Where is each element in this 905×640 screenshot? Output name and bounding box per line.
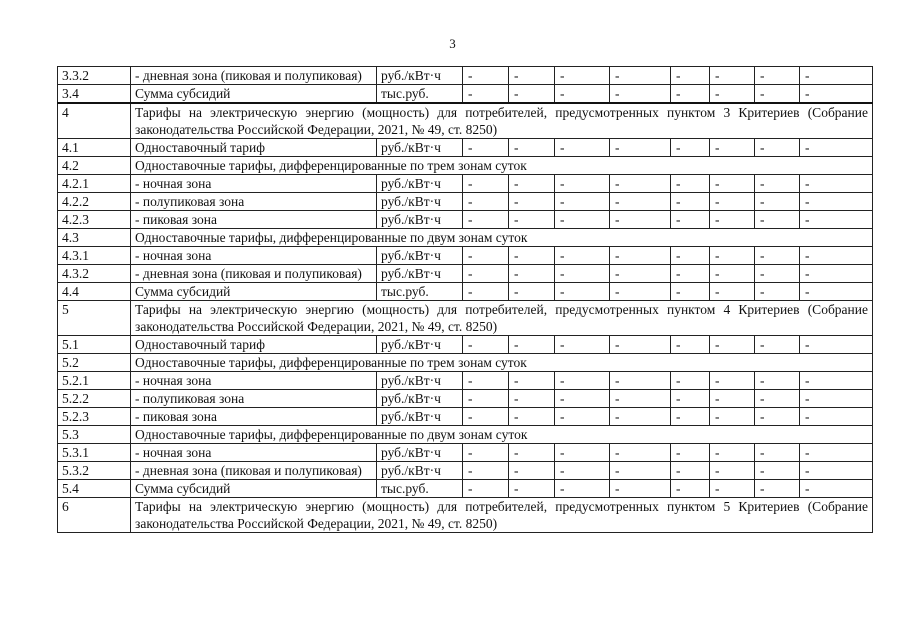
value-cell: - bbox=[555, 444, 610, 462]
row-code: 5.2.1 bbox=[58, 372, 131, 390]
row-name: - дневная зона (пиковая и полупиковая) bbox=[131, 67, 377, 85]
value-cell: - bbox=[610, 390, 671, 408]
group-title: Одноставочные тарифы, дифференцированные по трем зонам суток bbox=[131, 157, 873, 175]
value-cell: - bbox=[463, 211, 509, 229]
table-row bbox=[58, 354, 873, 372]
value-cell: - bbox=[555, 372, 610, 390]
value-cell: - bbox=[755, 462, 800, 480]
row-code: 4.2 bbox=[58, 157, 131, 175]
value-cell: - bbox=[671, 265, 710, 283]
row-code: 3.4 bbox=[58, 85, 131, 104]
value-cell: - bbox=[755, 139, 800, 157]
value-cell: - bbox=[671, 480, 710, 498]
table-row bbox=[58, 157, 873, 175]
value-cell: - bbox=[755, 175, 800, 193]
row-name: - дневная зона (пиковая и полупиковая) bbox=[131, 462, 377, 480]
value-cell: - bbox=[755, 408, 800, 426]
value-cell: - bbox=[555, 390, 610, 408]
value-cell: - bbox=[509, 408, 555, 426]
value-cell: - bbox=[509, 247, 555, 265]
value-cell: - bbox=[555, 480, 610, 498]
value-cell: - bbox=[800, 390, 873, 408]
value-cell: - bbox=[755, 283, 800, 301]
value-cell: - bbox=[509, 139, 555, 157]
section-title: Тарифы на электрическую энергию (мощность) для потребителей, предусмотренных пунктом 5 Критериев (Собрание законодательства Российской Федерации, 2021, № 49, ст. 8250) bbox=[131, 498, 873, 533]
table-row bbox=[58, 175, 873, 193]
value-cell: - bbox=[610, 336, 671, 354]
row-unit: тыс.руб. bbox=[377, 480, 463, 498]
value-cell: - bbox=[755, 390, 800, 408]
value-cell: - bbox=[555, 139, 610, 157]
value-cell: - bbox=[755, 444, 800, 462]
value-cell: - bbox=[710, 247, 755, 265]
row-name: - ночная зона bbox=[131, 175, 377, 193]
value-cell: - bbox=[610, 211, 671, 229]
value-cell: - bbox=[755, 67, 800, 85]
value-cell: - bbox=[610, 408, 671, 426]
value-cell: - bbox=[463, 139, 509, 157]
row-code: 4.2.2 bbox=[58, 193, 131, 211]
row-code: 4.3 bbox=[58, 229, 131, 247]
value-cell: - bbox=[800, 444, 873, 462]
value-cell: - bbox=[555, 408, 610, 426]
value-cell: - bbox=[463, 67, 509, 85]
value-cell: - bbox=[710, 480, 755, 498]
value-cell: - bbox=[710, 139, 755, 157]
row-code: 6 bbox=[58, 498, 131, 533]
value-cell: - bbox=[509, 193, 555, 211]
value-cell: - bbox=[710, 408, 755, 426]
value-cell: - bbox=[710, 85, 755, 104]
row-name: Одноставочный тариф bbox=[131, 336, 377, 354]
value-cell: - bbox=[509, 85, 555, 104]
row-name: - пиковая зона bbox=[131, 408, 377, 426]
value-cell: - bbox=[610, 462, 671, 480]
value-cell: - bbox=[509, 444, 555, 462]
value-cell: - bbox=[610, 372, 671, 390]
value-cell: - bbox=[710, 211, 755, 229]
value-cell: - bbox=[610, 175, 671, 193]
value-cell: - bbox=[800, 193, 873, 211]
tariff-table bbox=[57, 66, 873, 533]
value-cell: - bbox=[710, 444, 755, 462]
value-cell: - bbox=[610, 247, 671, 265]
value-cell: - bbox=[671, 211, 710, 229]
table-row bbox=[58, 139, 873, 157]
value-cell: - bbox=[755, 336, 800, 354]
value-cell: - bbox=[671, 336, 710, 354]
row-code: 4 bbox=[58, 103, 131, 139]
value-cell: - bbox=[755, 193, 800, 211]
value-cell: - bbox=[509, 336, 555, 354]
row-code: 5.1 bbox=[58, 336, 131, 354]
value-cell: - bbox=[671, 67, 710, 85]
table-row bbox=[58, 372, 873, 390]
table-row bbox=[58, 301, 873, 336]
value-cell: - bbox=[671, 462, 710, 480]
value-cell: - bbox=[463, 462, 509, 480]
table-row bbox=[58, 211, 873, 229]
value-cell: - bbox=[710, 462, 755, 480]
value-cell: - bbox=[671, 193, 710, 211]
value-cell: - bbox=[463, 372, 509, 390]
row-code: 4.2.3 bbox=[58, 211, 131, 229]
value-cell: - bbox=[555, 193, 610, 211]
table-row bbox=[58, 462, 873, 480]
row-code: 4.2.1 bbox=[58, 175, 131, 193]
row-code: 4.3.1 bbox=[58, 247, 131, 265]
value-cell: - bbox=[800, 265, 873, 283]
value-cell: - bbox=[463, 336, 509, 354]
value-cell: - bbox=[610, 139, 671, 157]
table-row bbox=[58, 426, 873, 444]
table-row bbox=[58, 67, 873, 85]
group-title: Одноставочные тарифы, дифференцированные по двум зонам суток bbox=[131, 229, 873, 247]
value-cell: - bbox=[710, 336, 755, 354]
table-row bbox=[58, 408, 873, 426]
value-cell: - bbox=[671, 175, 710, 193]
value-cell: - bbox=[509, 390, 555, 408]
value-cell: - bbox=[800, 462, 873, 480]
row-code: 5.4 bbox=[58, 480, 131, 498]
group-title: Одноставочные тарифы, дифференцированные по трем зонам суток bbox=[131, 354, 873, 372]
row-name: - ночная зона bbox=[131, 444, 377, 462]
table-row bbox=[58, 336, 873, 354]
row-name: Одноставочный тариф bbox=[131, 139, 377, 157]
section-title: Тарифы на электрическую энергию (мощность) для потребителей, предусмотренных пунктом 4 Критериев (Собрание законодательства Российской Федерации, 2021, № 49, ст. 8250) bbox=[131, 301, 873, 336]
value-cell: - bbox=[610, 265, 671, 283]
value-cell: - bbox=[755, 265, 800, 283]
value-cell: - bbox=[800, 211, 873, 229]
value-cell: - bbox=[509, 462, 555, 480]
value-cell: - bbox=[710, 390, 755, 408]
value-cell: - bbox=[463, 193, 509, 211]
value-cell: - bbox=[509, 67, 555, 85]
row-unit: руб./кВт·ч bbox=[377, 211, 463, 229]
value-cell: - bbox=[710, 67, 755, 85]
value-cell: - bbox=[555, 85, 610, 104]
value-cell: - bbox=[800, 175, 873, 193]
row-name: - полупиковая зона bbox=[131, 193, 377, 211]
row-name: - ночная зона bbox=[131, 247, 377, 265]
row-unit: руб./кВт·ч bbox=[377, 139, 463, 157]
value-cell: - bbox=[555, 67, 610, 85]
value-cell: - bbox=[610, 480, 671, 498]
row-unit: руб./кВт·ч bbox=[377, 336, 463, 354]
table-row bbox=[58, 480, 873, 498]
value-cell: - bbox=[800, 139, 873, 157]
value-cell: - bbox=[755, 85, 800, 104]
value-cell: - bbox=[555, 175, 610, 193]
value-cell: - bbox=[509, 265, 555, 283]
row-name: - пиковая зона bbox=[131, 211, 377, 229]
value-cell: - bbox=[555, 265, 610, 283]
value-cell: - bbox=[555, 462, 610, 480]
table-row bbox=[58, 229, 873, 247]
row-name: - полупиковая зона bbox=[131, 390, 377, 408]
value-cell: - bbox=[463, 175, 509, 193]
row-unit: руб./кВт·ч bbox=[377, 247, 463, 265]
value-cell: - bbox=[463, 247, 509, 265]
row-unit: руб./кВт·ч bbox=[377, 372, 463, 390]
value-cell: - bbox=[710, 265, 755, 283]
value-cell: - bbox=[800, 336, 873, 354]
value-cell: - bbox=[555, 211, 610, 229]
row-code: 5.3.2 bbox=[58, 462, 131, 480]
value-cell: - bbox=[610, 85, 671, 104]
value-cell: - bbox=[610, 444, 671, 462]
value-cell: - bbox=[509, 283, 555, 301]
row-unit: руб./кВт·ч bbox=[377, 193, 463, 211]
section-title: Тарифы на электрическую энергию (мощность) для потребителей, предусмотренных пунктом 3 Критериев (Собрание законодательства Российской Федерации, 2021, № 49, ст. 8250) bbox=[131, 103, 873, 139]
row-unit: руб./кВт·ч bbox=[377, 462, 463, 480]
row-code: 5.3.1 bbox=[58, 444, 131, 462]
value-cell: - bbox=[755, 372, 800, 390]
value-cell: - bbox=[800, 67, 873, 85]
value-cell: - bbox=[671, 390, 710, 408]
row-unit: руб./кВт·ч bbox=[377, 67, 463, 85]
row-unit: руб./кВт·ч bbox=[377, 444, 463, 462]
row-name: Сумма субсидий bbox=[131, 85, 377, 104]
row-name: Сумма субсидий bbox=[131, 480, 377, 498]
row-code: 5 bbox=[58, 301, 131, 336]
value-cell: - bbox=[800, 372, 873, 390]
row-code: 5.3 bbox=[58, 426, 131, 444]
value-cell: - bbox=[710, 193, 755, 211]
value-cell: - bbox=[755, 247, 800, 265]
value-cell: - bbox=[509, 372, 555, 390]
table-row bbox=[58, 283, 873, 301]
value-cell: - bbox=[800, 480, 873, 498]
row-name: - ночная зона bbox=[131, 372, 377, 390]
group-title: Одноставочные тарифы, дифференцированные по двум зонам суток bbox=[131, 426, 873, 444]
value-cell: - bbox=[463, 480, 509, 498]
value-cell: - bbox=[671, 247, 710, 265]
value-cell: - bbox=[610, 283, 671, 301]
value-cell: - bbox=[509, 211, 555, 229]
value-cell: - bbox=[671, 372, 710, 390]
value-cell: - bbox=[710, 175, 755, 193]
value-cell: - bbox=[463, 408, 509, 426]
value-cell: - bbox=[555, 283, 610, 301]
value-cell: - bbox=[610, 67, 671, 85]
value-cell: - bbox=[755, 211, 800, 229]
value-cell: - bbox=[555, 336, 610, 354]
row-name: - дневная зона (пиковая и полупиковая) bbox=[131, 265, 377, 283]
row-unit: тыс.руб. bbox=[377, 283, 463, 301]
value-cell: - bbox=[671, 408, 710, 426]
value-cell: - bbox=[710, 372, 755, 390]
value-cell: - bbox=[800, 408, 873, 426]
row-code: 4.4 bbox=[58, 283, 131, 301]
value-cell: - bbox=[509, 175, 555, 193]
row-unit: руб./кВт·ч bbox=[377, 175, 463, 193]
value-cell: - bbox=[463, 444, 509, 462]
table-row bbox=[58, 498, 873, 533]
value-cell: - bbox=[755, 480, 800, 498]
value-cell: - bbox=[463, 390, 509, 408]
value-cell: - bbox=[800, 283, 873, 301]
row-unit: руб./кВт·ч bbox=[377, 390, 463, 408]
row-code: 5.2.3 bbox=[58, 408, 131, 426]
value-cell: - bbox=[710, 283, 755, 301]
value-cell: - bbox=[671, 283, 710, 301]
value-cell: - bbox=[463, 283, 509, 301]
value-cell: - bbox=[800, 247, 873, 265]
value-cell: - bbox=[671, 85, 710, 104]
value-cell: - bbox=[800, 85, 873, 104]
value-cell: - bbox=[671, 444, 710, 462]
row-code: 3.3.2 bbox=[58, 67, 131, 85]
row-code: 4.1 bbox=[58, 139, 131, 157]
table-row bbox=[58, 265, 873, 283]
value-cell: - bbox=[509, 480, 555, 498]
row-name: Сумма субсидий bbox=[131, 283, 377, 301]
value-cell: - bbox=[463, 85, 509, 104]
table-row bbox=[58, 247, 873, 265]
value-cell: - bbox=[555, 247, 610, 265]
row-unit: руб./кВт·ч bbox=[377, 265, 463, 283]
value-cell: - bbox=[610, 193, 671, 211]
value-cell: - bbox=[463, 265, 509, 283]
table-row bbox=[58, 193, 873, 211]
page-number: 3 bbox=[449, 36, 456, 51]
value-cell: - bbox=[671, 139, 710, 157]
row-code: 5.2 bbox=[58, 354, 131, 372]
row-code: 5.2.2 bbox=[58, 390, 131, 408]
row-unit: руб./кВт·ч bbox=[377, 408, 463, 426]
table-row bbox=[58, 444, 873, 462]
row-unit: тыс.руб. bbox=[377, 85, 463, 104]
row-code: 4.3.2 bbox=[58, 265, 131, 283]
table-row bbox=[58, 85, 873, 104]
table-row bbox=[58, 103, 873, 139]
table-row bbox=[58, 390, 873, 408]
